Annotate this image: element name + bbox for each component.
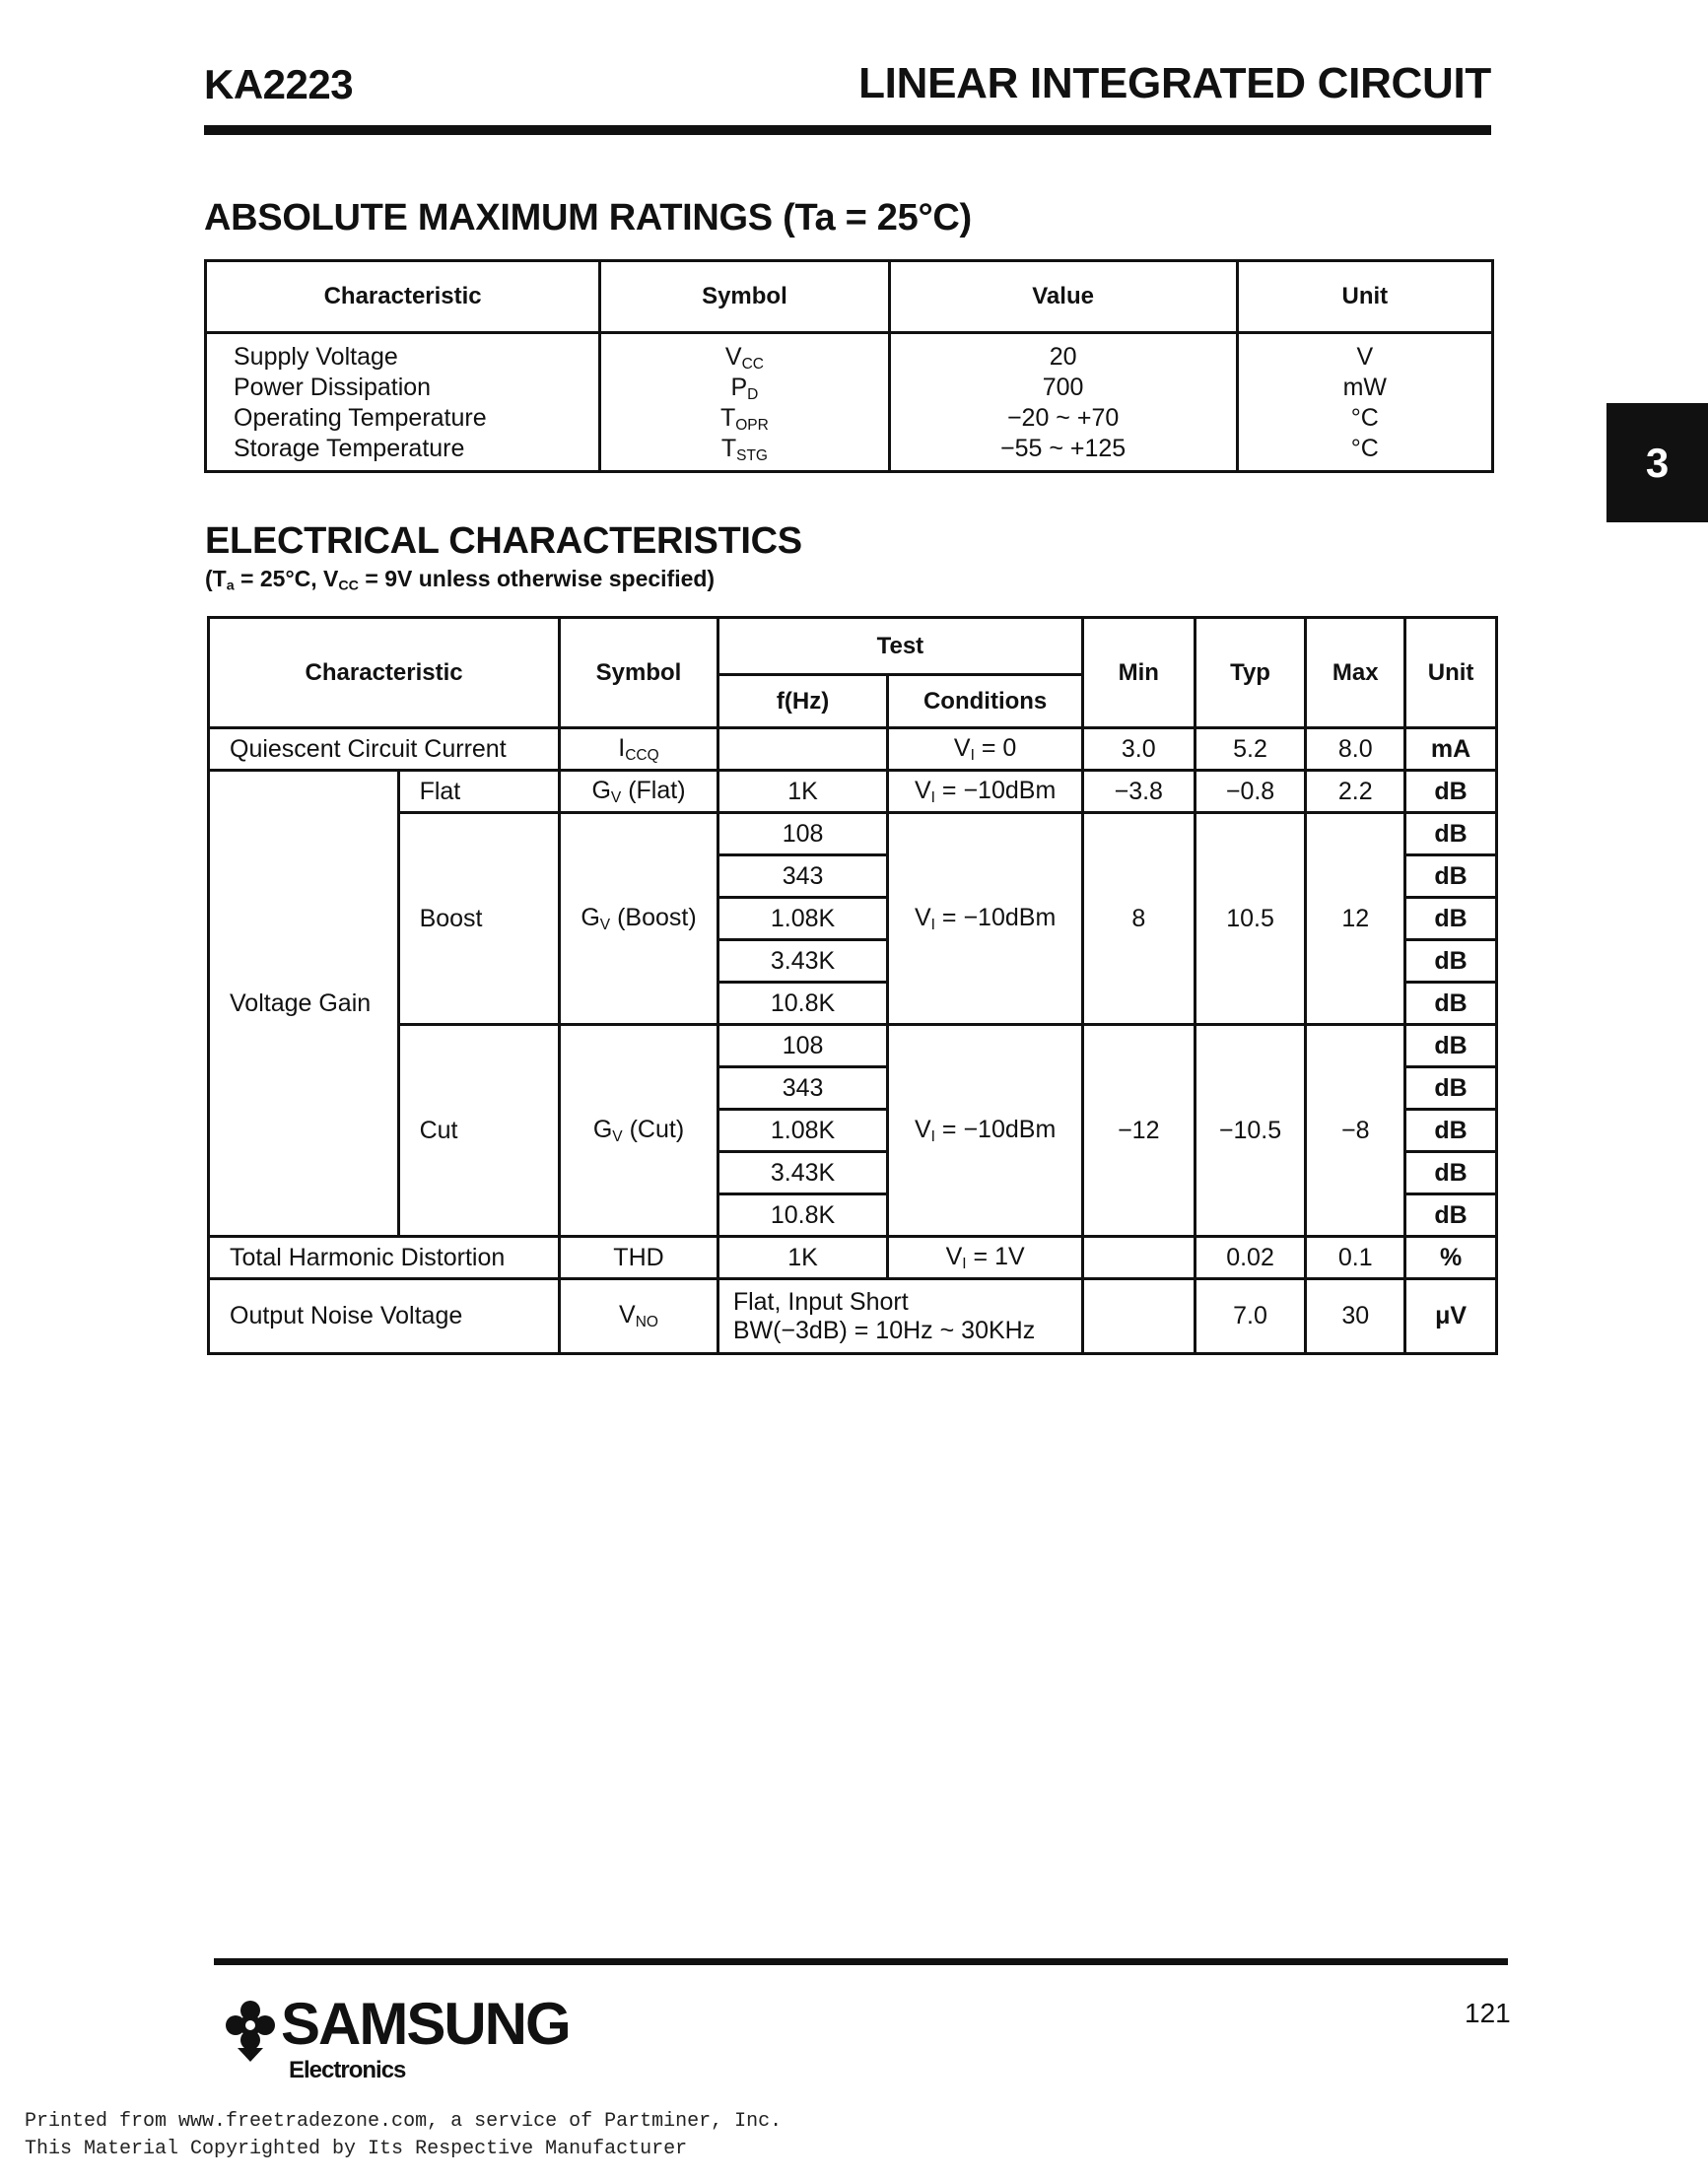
table-cell: Voltage Gain <box>209 771 399 1237</box>
table-cell: dB <box>1405 1194 1497 1237</box>
table-cell: −10.5 <box>1195 1025 1306 1237</box>
table-cell: dB <box>1405 1110 1497 1152</box>
table-cell: −55 ~ +125 <box>1000 435 1127 462</box>
table-cell: mW <box>1342 374 1388 401</box>
table-cell: % <box>1405 1237 1497 1279</box>
table-cell: Supply Voltage <box>234 343 398 371</box>
table-cell: 10.5 <box>1195 813 1306 1025</box>
elec-char-conditions: ($T_a = 25^\circ C$, $V_{CC} = 9V$ unless otherwise specified) <box>205 566 716 594</box>
column-header: Symbol <box>600 261 889 333</box>
table-cell: Boost <box>398 813 560 1025</box>
table-cell: 8 <box>1082 813 1195 1025</box>
table-cell: Total Harmonic Distortion <box>209 1237 560 1279</box>
table-cell: $G_V$ (Flat) <box>560 771 718 813</box>
table-cell: $G_V$ (Boost) <box>560 813 718 1025</box>
table-cell: dB <box>1405 855 1497 898</box>
table-cell: 1K <box>717 1237 887 1279</box>
table-cell: 0.1 <box>1306 1237 1405 1279</box>
part-number: KA2223 <box>204 61 354 107</box>
table-cell: $V_I = -10dBm$ <box>888 813 1083 1025</box>
table-cell: −12 <box>1082 1025 1195 1237</box>
unit-cell <box>1237 333 1492 472</box>
column-header: Conditions <box>888 675 1083 728</box>
table-cell: −3.8 <box>1082 771 1195 813</box>
column-header: Value <box>889 261 1237 333</box>
table-row <box>209 728 1497 771</box>
table-row <box>209 1237 1497 1279</box>
column-header: Max <box>1306 618 1405 728</box>
table-cell: °C <box>1350 435 1379 462</box>
table-cell: 5.2 <box>1195 728 1306 771</box>
table-cell: 1.08K <box>717 1110 887 1152</box>
table-cell: 108 <box>717 1025 887 1067</box>
symbol-cell <box>600 333 889 472</box>
table-cell: Flat <box>398 771 560 813</box>
table-cell: dB <box>1405 1067 1497 1110</box>
column-header: Unit <box>1237 261 1492 333</box>
copyright-note: This Material Copyrighted by Its Respective Manufacturer <box>25 2138 688 2160</box>
table-cell: 3.43K <box>717 1152 887 1194</box>
table-cell: dB <box>1405 771 1497 813</box>
table-cell: Storage Temperature <box>234 435 465 462</box>
table-row <box>209 1279 1497 1354</box>
table-cell: 7.0 <box>1195 1279 1306 1354</box>
table-cell: −8 <box>1306 1025 1405 1237</box>
section-tab-marker: 3 <box>1606 403 1708 522</box>
column-header: f(Hz) <box>717 675 887 728</box>
samsung-brand-text: SAMSUNG <box>281 1991 570 2057</box>
column-header: Characteristic <box>209 618 560 728</box>
table-header-row <box>209 618 1497 675</box>
table-cell: $V_{CC}$ <box>724 343 764 373</box>
samsung-logo-mark <box>214 1991 657 2089</box>
elec-char-title: ELECTRICAL CHARACTERISTICS <box>205 520 802 562</box>
table-cell: 343 <box>717 855 887 898</box>
table-cell: mA <box>1405 728 1497 771</box>
table-cell: $G_V$ (Cut) <box>560 1025 718 1237</box>
column-header: Symbol <box>560 618 718 728</box>
page-number: 121 <box>1465 1998 1511 2028</box>
table-cell: 108 <box>717 813 887 855</box>
table-cell: 30 <box>1306 1279 1405 1354</box>
table-cell: $I_{CCQ}$ <box>560 728 718 771</box>
table-cell: 3.43K <box>717 940 887 983</box>
table-cell <box>717 728 887 771</box>
table-cell <box>1082 1237 1195 1279</box>
table-cell: $V_I = -10dBm$ <box>888 1025 1083 1237</box>
table-cell: 12 <box>1306 813 1405 1025</box>
table-cell: 3.0 <box>1082 728 1195 771</box>
column-header: Characteristic <box>206 261 600 333</box>
table-cell: $V_I = -10dBm$ <box>888 771 1083 813</box>
table-cell: dB <box>1405 898 1497 940</box>
table-cell <box>1082 1279 1195 1354</box>
table-header-row <box>206 261 1493 333</box>
samsung-division-text: Electronics <box>289 2057 406 2083</box>
table-cell: 343 <box>717 1067 887 1110</box>
column-header: Test <box>717 618 1082 675</box>
table-body-row <box>206 333 1493 472</box>
print-note: Printed from www.freetradezone.com, a service of Partminer, Inc. <box>25 2110 783 2133</box>
table-cell: $V_I = 0$ <box>888 728 1083 771</box>
samsung-emblem-icon <box>226 2001 275 2062</box>
table-row <box>209 813 1497 855</box>
table-cell: 1.08K <box>717 898 887 940</box>
table-cell: dB <box>1405 1152 1497 1194</box>
table-cell: $P_D$ <box>730 374 759 403</box>
samsung-logo <box>214 1991 657 2094</box>
column-header: Min <box>1082 618 1195 728</box>
header-rule <box>204 125 1491 135</box>
table-cell: Operating Temperature <box>234 404 487 432</box>
table-cell: Output Noise Voltage <box>209 1279 560 1354</box>
table-cell: 10.8K <box>717 983 887 1025</box>
abs-max-table <box>204 259 1494 473</box>
column-header: Unit <box>1405 618 1497 728</box>
table-cell: °C <box>1350 404 1379 432</box>
table-cell: dB <box>1405 1025 1497 1067</box>
table-cell: dB <box>1405 940 1497 983</box>
table-cell: Quiescent Circuit Current <box>209 728 560 771</box>
table-cell: Cut <box>398 1025 560 1237</box>
table-cell: μV <box>1405 1279 1497 1354</box>
table-cell: 20 <box>1049 343 1077 371</box>
value-cell <box>889 333 1237 472</box>
table-cell: THD <box>560 1237 718 1279</box>
table-cell: V <box>1356 343 1374 371</box>
table-cell: $T_{OPR}$ <box>719 404 769 434</box>
table-cell: 8.0 <box>1306 728 1405 771</box>
table-cell: 1K <box>717 771 887 813</box>
elec-char-table <box>207 616 1498 1355</box>
table-cell: $V_{NO}$ <box>560 1279 718 1354</box>
table-cell: −0.8 <box>1195 771 1306 813</box>
table-cell: −20 ~ +70 <box>1006 404 1120 432</box>
table-cell: 700 <box>1042 374 1084 401</box>
table-cell: dB <box>1405 813 1497 855</box>
table-row <box>209 771 1497 813</box>
table-cell: dB <box>1405 983 1497 1025</box>
characteristic-cell <box>206 333 600 472</box>
table-cell: 10.8K <box>717 1194 887 1237</box>
table-cell: Flat, Input Short BW(−3dB) = 10Hz ~ 30KHz <box>717 1279 1082 1354</box>
table-cell: $T_{STG}$ <box>720 435 768 464</box>
abs-max-title: ABSOLUTE MAXIMUM RATINGS (Ta = 25°C) <box>204 197 972 239</box>
document-category: LINEAR INTEGRATED CIRCUIT <box>858 59 1491 107</box>
table-cell: $V_I = 1V$ <box>888 1237 1083 1279</box>
column-header: Typ <box>1195 618 1306 728</box>
table-row <box>209 1025 1497 1067</box>
table-cell: 0.02 <box>1195 1237 1306 1279</box>
table-cell: Power Dissipation <box>234 374 432 401</box>
footer-rule <box>214 1958 1508 1965</box>
table-cell: 2.2 <box>1306 771 1405 813</box>
